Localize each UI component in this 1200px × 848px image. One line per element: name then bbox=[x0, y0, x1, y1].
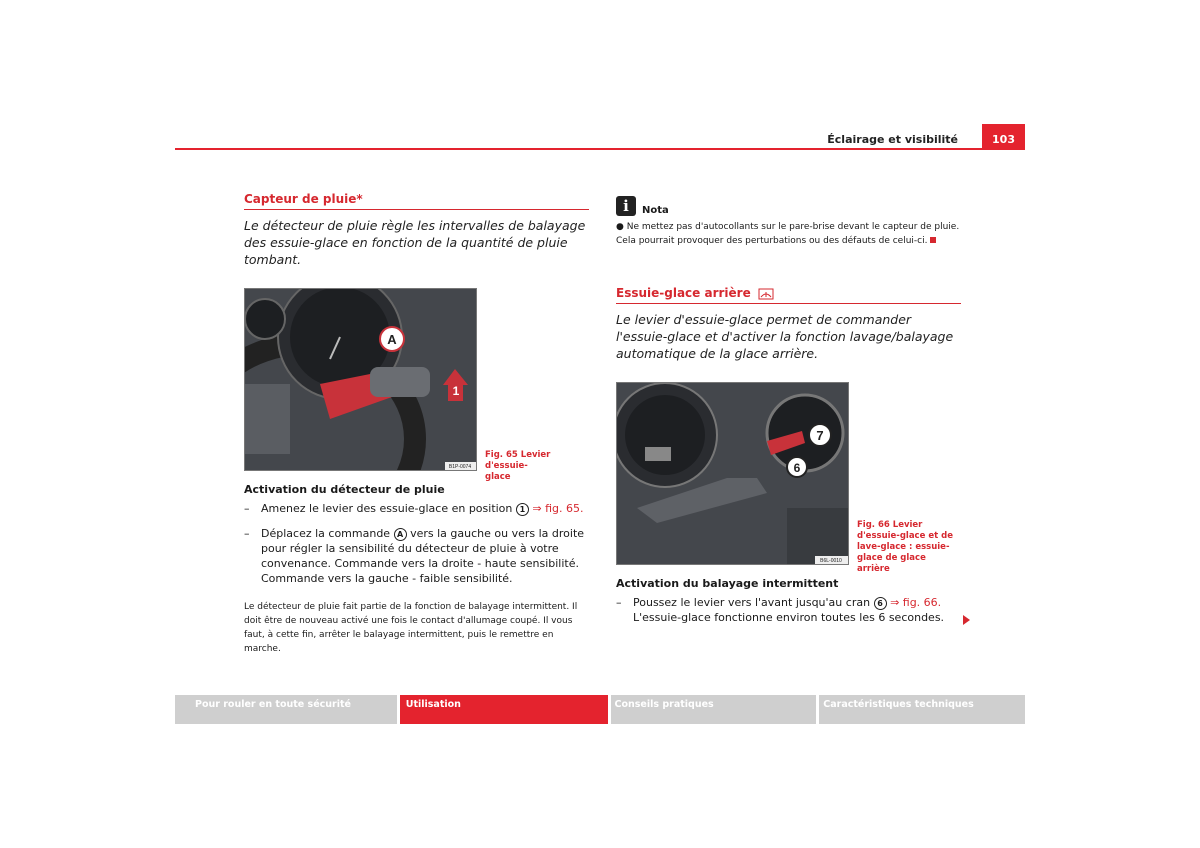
control-badge: A bbox=[394, 528, 407, 541]
rear-wiper-photo bbox=[616, 382, 849, 565]
caption-line-2: glace bbox=[485, 472, 511, 482]
figure-code: B1P-0074 bbox=[448, 464, 472, 470]
rear-wiper-icon bbox=[758, 288, 774, 300]
rain-activation-subhead: Activation du détecteur de pluie bbox=[244, 483, 445, 496]
dash: – bbox=[616, 596, 622, 609]
nota-body: ● Ne mettez pas d'autocollants sur le pare-brise devant le capteur de pluie. Cela pourrait provoquer des perturbations ou des défauts de celui-ci. bbox=[616, 222, 960, 246]
rear-step-text: Poussez le levier vers l'avant jusqu'au cran bbox=[633, 596, 871, 609]
rain-sensor-intro: Le détecteur de pluie règle les intervalles de balayage des essuie-glace en fonction de la quantité de pluie tombant. bbox=[244, 218, 586, 267]
page-number: 103 bbox=[982, 124, 1025, 148]
chapter-nav bbox=[175, 695, 1025, 724]
callout-6: 6 bbox=[793, 461, 801, 475]
figure-66 bbox=[616, 382, 961, 574]
caption-line-1: Fig. 65 Levier d'essuie- bbox=[485, 450, 551, 471]
fig-65-link[interactable]: ⇒ fig. 65. bbox=[532, 502, 584, 515]
rain-sensor-title: Capteur de pluie* bbox=[244, 192, 589, 210]
nota-header bbox=[616, 196, 961, 216]
rear-wiper-title-text: Essuie-glace arrière bbox=[616, 286, 751, 300]
figure-65 bbox=[244, 288, 589, 482]
rain-sensor-note: Le détecteur de pluie fait partie de la fonction de balayage intermittent. Il doit être de nouveau activé une fois le contact d'allumage coupé. Il vous faut, à cette fin, arrêter le balayage intermittent, puis le remettre en marche. bbox=[244, 602, 578, 654]
rear-wiper-intro: Le levier d'essuie-glace permet de commander l'essuie-glace et d'activer la fonction lavage/balayage automatique de la glace arrière. bbox=[616, 312, 954, 361]
tab-specs[interactable]: Caractéristiques techniques bbox=[819, 695, 1025, 724]
tab-usage[interactable]: Utilisation bbox=[400, 695, 608, 724]
wiper-lever-illustration bbox=[245, 289, 477, 471]
rear-step-1 bbox=[616, 595, 961, 625]
rear-wiper-title bbox=[616, 286, 961, 304]
nota-text bbox=[616, 220, 961, 248]
figure-65-caption bbox=[485, 450, 585, 483]
intermittent-subhead: Activation du balayage intermittent bbox=[616, 577, 839, 590]
tab-tips[interactable]: Conseils pratiques bbox=[611, 695, 817, 724]
end-marker-icon bbox=[930, 237, 936, 243]
header-divider bbox=[175, 148, 1025, 150]
step-2 bbox=[244, 526, 589, 586]
callout-1: 1 bbox=[452, 384, 460, 398]
right-column bbox=[616, 196, 961, 625]
step-2-text: Déplacez la commande bbox=[261, 527, 391, 540]
figure-code: B6L-0010 bbox=[820, 558, 842, 564]
rear-step-text-cont: L'essuie-glace fonctionne environ toutes les 6 secondes. bbox=[633, 611, 945, 624]
tab-safety[interactable]: Pour rouler en toute sécurité bbox=[175, 695, 397, 724]
dash: – bbox=[244, 527, 250, 540]
info-icon: i bbox=[616, 196, 636, 216]
position-badge: 1 bbox=[516, 503, 529, 516]
dash: – bbox=[244, 502, 250, 515]
fig-66-link[interactable]: ⇒ fig. 66. bbox=[890, 596, 942, 609]
callout-7: 7 bbox=[816, 428, 824, 443]
left-column bbox=[244, 192, 589, 656]
position-badge: 6 bbox=[874, 597, 887, 610]
step-2-text-cont: vers la gauche ou vers la droite pour régler la sensibilité du détecteur de pluie à votre convenance. Commande vers la droite - haute sensibilité. Commande vers la gauche - faible sensibilité. bbox=[261, 527, 585, 585]
callout-a: A bbox=[387, 332, 397, 347]
rear-wiper-illustration bbox=[617, 383, 849, 565]
step-1-text: Amenez le levier des essuie-glace en position bbox=[261, 502, 513, 515]
wiper-lever-photo bbox=[244, 288, 477, 471]
step-1 bbox=[244, 501, 589, 516]
figure-66-caption: Fig. 66 Levier d'essuie-glace et de lave-glace : essuie-glace de glace arrière bbox=[857, 520, 953, 574]
section-title: Éclairage et visibilité bbox=[827, 133, 958, 146]
nota-label: Nota bbox=[642, 204, 669, 216]
continue-arrow-icon bbox=[963, 615, 970, 625]
